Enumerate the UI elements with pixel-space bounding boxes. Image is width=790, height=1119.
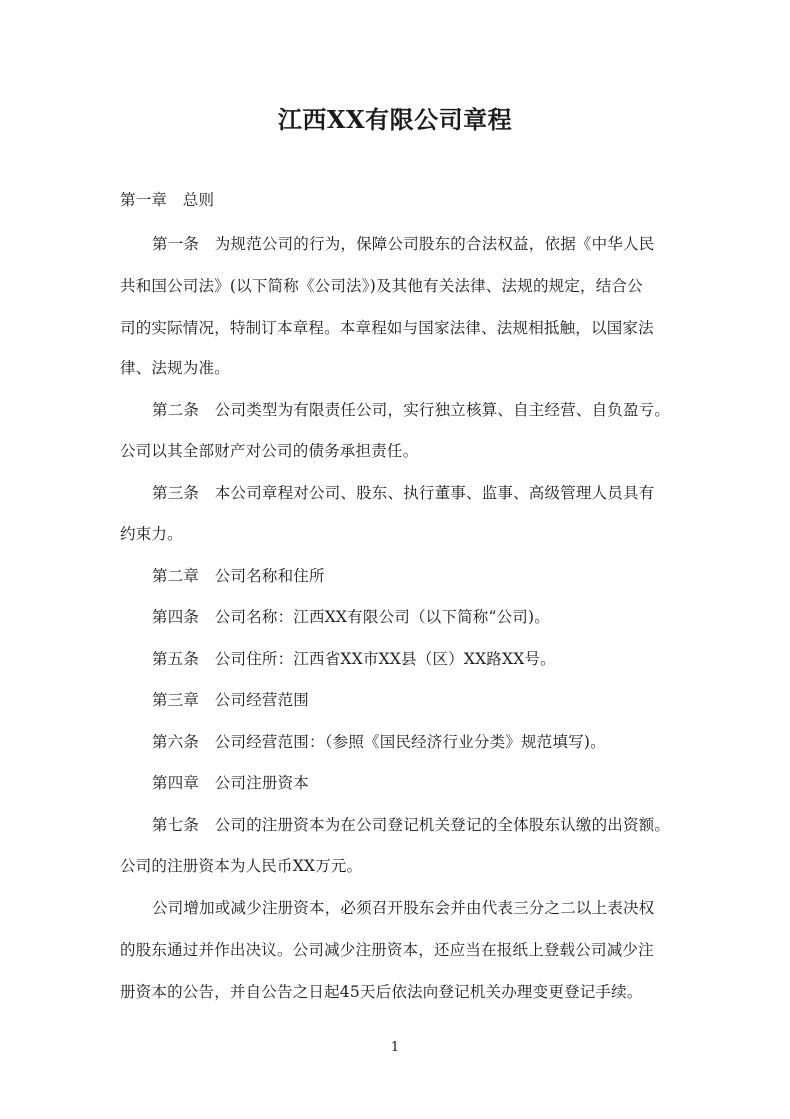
paragraph-line: 司的实际情况，特制订本章程。本章程如与国家法律、法规相抵触，以国家法	[120, 319, 654, 337]
paragraph-line: 第二条 公司类型为有限责任公司，实行独立核算、自主经营、自负盈亏。	[152, 401, 671, 419]
paragraph-line: 约束力。	[120, 525, 183, 543]
paragraph-line: 公司的注册资本为人民币XX万元。	[120, 857, 363, 875]
chapter-heading: 第二章 公司名称和住所	[152, 567, 325, 585]
paragraph-line: 第五条 公司住所：江西省XX市XX县（区）XX路XX号。	[152, 650, 556, 668]
paragraph-line: 公司以其全部财产对公司的债务承担责任。	[120, 442, 419, 460]
chapter-heading: 第一章 总则	[120, 191, 215, 209]
page-number: 1	[390, 1040, 400, 1055]
paragraph-line: 第四条 公司名称：江西XX有限公司（以下简称“公司)。	[152, 608, 550, 626]
paragraph-line: 第六条 公司经营范围：（参照《国民经济行业分类》规范填写)。	[152, 733, 606, 751]
paragraph-line: 律、法规为准。	[120, 359, 230, 377]
paragraph-line: 的股东通过并作出决议。公司减少注册资本，还应当在报纸上登载公司减少注	[120, 941, 654, 959]
paragraph-line: 共和国公司法》(以下简称《公司法》)及其他有关法律、法规的规定，结合公	[120, 277, 643, 295]
document-title: 江西XX有限公司章程	[277, 105, 513, 134]
paragraph-line: 第七条 公司的注册资本为在公司登记机关登记的全体股东认缴的出资额。	[152, 816, 671, 834]
paragraph-line: 第一条 为规范公司的行为，保障公司股东的合法权益，依据《中华人民	[152, 235, 655, 253]
paragraph-line: 公司增加或减少注册资本，必须召开股东会并由代表三分之二以上表决权	[152, 899, 655, 917]
paragraph-line: 册资本的公告，并自公告之日起45天后依法向登记机关办理变更登记手续。	[120, 983, 643, 1001]
paragraph-line: 第三条 本公司章程对公司、股东、执行董事、监事、高级管理人员具有	[152, 484, 655, 502]
chapter-heading: 第三章 公司经营范围	[152, 691, 310, 709]
chapter-heading: 第四章 公司注册资本	[152, 774, 310, 792]
